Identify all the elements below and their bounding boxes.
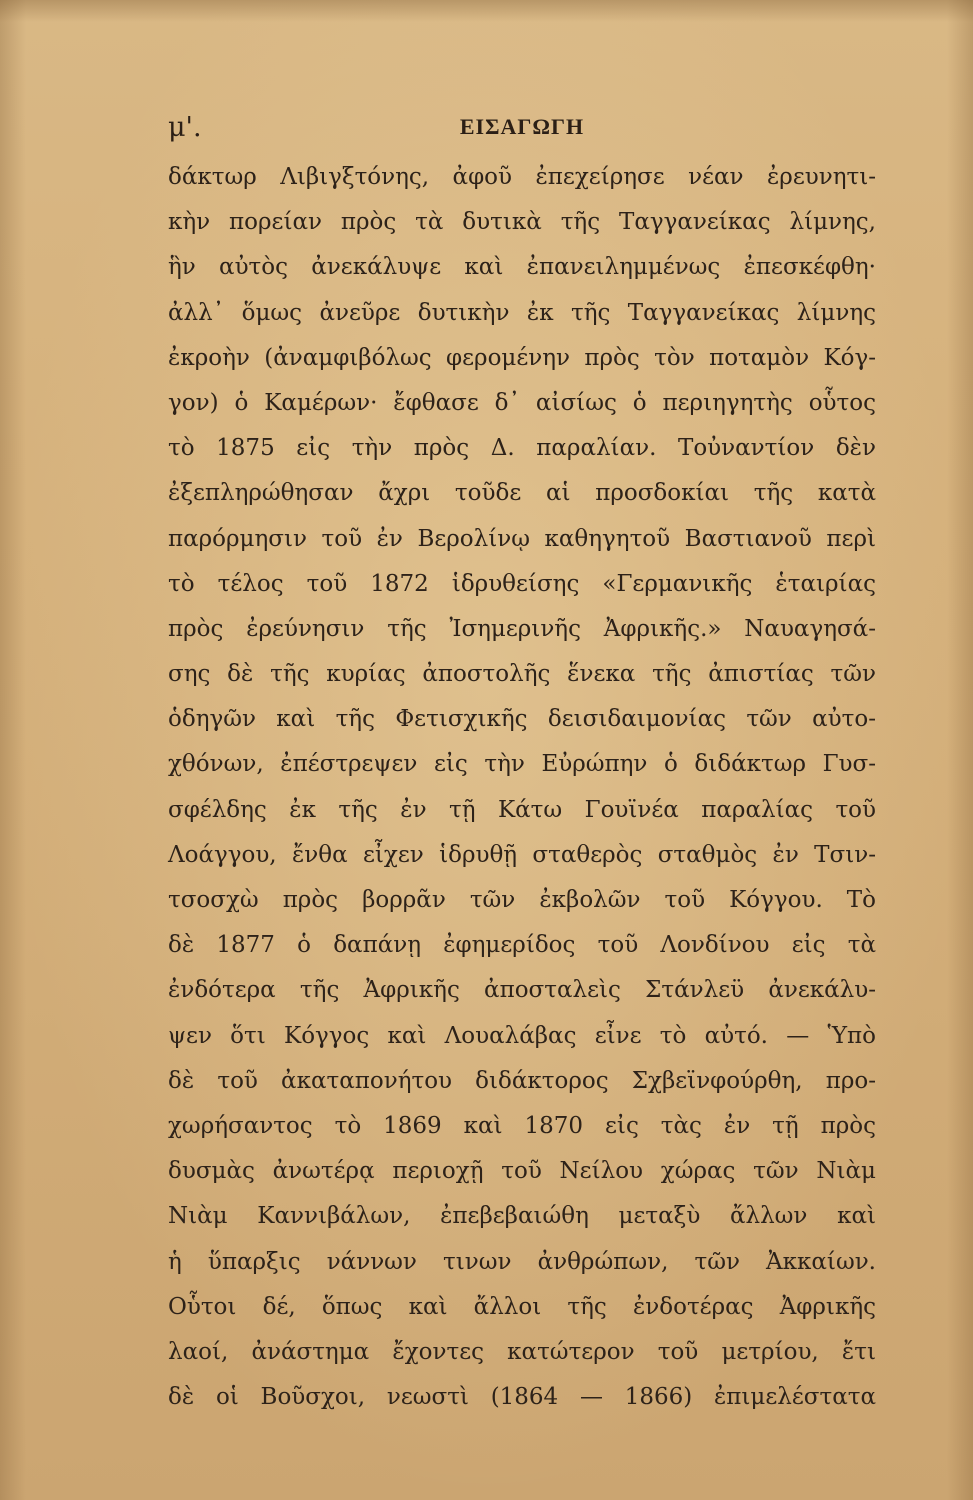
text-line: δὲ 1877 ὁ δαπάνῃ ἐφημερίδος τοῦ Λονδίνου εἰς τὰ bbox=[168, 932, 876, 959]
text-line: ὁδηγῶν καὶ τῆς Φετισχικῆς δεισιδαιμονίας τῶν αὐτο- bbox=[168, 706, 876, 733]
text-line: σης δὲ τῆς κυρίας ἀποστολῆς ἕνεκα τῆς ἀπιστίας τῶν bbox=[168, 661, 876, 688]
page-number: μ'. bbox=[168, 112, 202, 143]
page-edge-shadow-top bbox=[0, 0, 973, 22]
page-edge-shadow-left bbox=[0, 0, 26, 1500]
text-line: Λοάγγου, ἔνθα εἶχεν ἱδρυθῇ σταθερὸς σταθμὸς ἐν Τσιν- bbox=[168, 841, 876, 868]
text-line: τὸ τέλος τοῦ 1872 ἱδρυθείσης «Γερμανικῆς ἑταιρίας bbox=[168, 570, 876, 597]
text-line: πρὸς ἐρεύνησιν τῆς Ἰσημερινῆς Ἀφρικῆς.» Ναυαγησά- bbox=[168, 615, 876, 642]
text-line: κὴν πορείαν πρὸς τὰ δυτικὰ τῆς Ταγγανείκας λίμνης, bbox=[168, 209, 876, 236]
text-line: γον) ὁ Καμέρων· ἔφθασε δ᾽ αἰσίως ὁ περιηγητὴς οὗτος bbox=[168, 389, 876, 416]
text-line: ψεν ὅτι Κόγγος καὶ Λουαλάβας εἶνε τὸ αὐτό. — Ὑπὸ bbox=[168, 1022, 876, 1049]
text-line: ἐξεπληρώθησαν ἄχρι τοῦδε αἱ προσδοκίαι τῆς κατὰ bbox=[168, 480, 876, 507]
running-title: ΕΙΣΑΓΩΓΗ bbox=[459, 114, 585, 139]
text-line: ἐκροὴν (ἀναμφιβόλως φερομένην πρὸς τὸν ποταμὸν Κόγ- bbox=[168, 344, 876, 371]
text-line: ἡ ὕπαρξις νάννων τινων ἀνθρώπων, τῶν Ἀκκαίων. bbox=[168, 1248, 876, 1275]
text-line: τσοσχὼ πρὸς βορρᾶν τῶν ἐκβολῶν τοῦ Κόγγου. Τὸ bbox=[168, 887, 876, 913]
text-line: τὸ 1875 εἰς τὴν πρὸς Δ. παραλίαν. Τοὐναντίον δὲν bbox=[168, 435, 876, 462]
page-header bbox=[168, 112, 876, 148]
text-line: δυσμὰς ἀνωτέρᾳ περιοχῇ τοῦ Νείλου χώρας τῶν Νιὰμ bbox=[168, 1158, 876, 1185]
text-line: ἀλλ᾽ ὅμως ἀνεῦρε δυτικὴν ἐκ τῆς Ταγγανείκας λίμνης bbox=[168, 299, 876, 326]
text-line: ἐνδότερα τῆς Ἀφρικῆς ἀποσταλεὶς Στάνλεϋ ἀνεκάλυ- bbox=[168, 977, 876, 1004]
text-line: Οὗτοι δέ, ὅπως καὶ ἄλλοι τῆς ἐνδοτέρας Ἀφρικῆς bbox=[168, 1293, 876, 1320]
text-line: χθόνων, ἐπέστρεψεν εἰς τὴν Εὐρώπην ὁ διδάκτωρ Γυσ- bbox=[168, 751, 876, 778]
page-edge-shadow-right bbox=[947, 0, 973, 1500]
text-line: λαοί, ἀνάστημα ἔχοντες κατώτερον τοῦ μετρίου, ἔτι bbox=[168, 1338, 876, 1365]
text-line: παρόρμησιν τοῦ ἐν Βερολίνῳ καθηγητοῦ Βαστιανοῦ περὶ bbox=[168, 525, 876, 552]
body-text bbox=[168, 155, 876, 1420]
text-line: δὲ οἱ Βοῦσχοι, νεωστὶ (1864 — 1866) ἐπιμελέστατα bbox=[168, 1384, 876, 1411]
text-line: σφέλδης ἐκ τῆς ἐν τῇ Κάτω Γουϊνέα παραλίας τοῦ bbox=[168, 796, 876, 823]
text-line: δάκτωρ Λιβιγξτόνης, ἀφοῦ ἐπεχείρησε νέαν ἐρευνητι- bbox=[168, 164, 876, 190]
text-line: δὲ τοῦ ἀκαταπονήτου διδάκτορος Σχβεϊνφούρθη, προ- bbox=[168, 1067, 876, 1094]
text-line: Νιὰμ Καννιβάλων, ἐπεβεβαιώθη μεταξὺ ἄλλων καὶ bbox=[168, 1203, 876, 1230]
text-line: ἣν αὐτὸς ἀνεκάλυψε καὶ ἐπανειλημμένως ἐπεσκέφθη· bbox=[168, 254, 876, 281]
text-line: χωρήσαντος τὸ 1869 καὶ 1870 εἰς τὰς ἐν τῇ πρὸς bbox=[168, 1112, 876, 1139]
